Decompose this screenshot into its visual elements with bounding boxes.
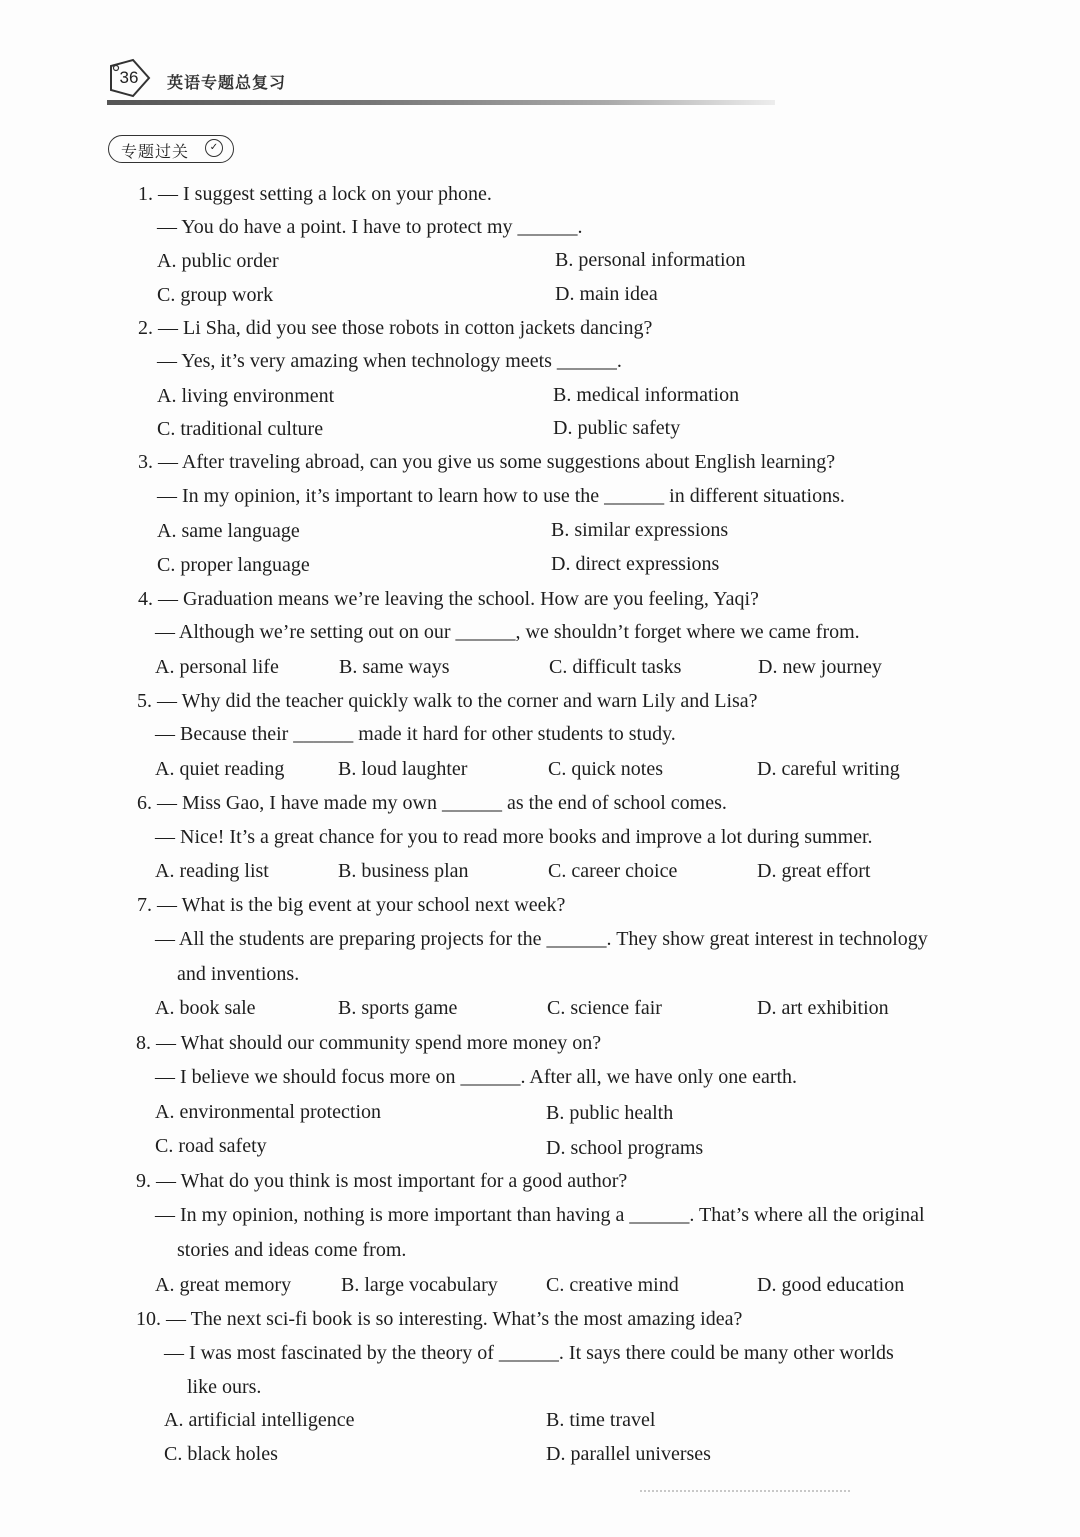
question-3-option-b: B. similar expressions: [551, 519, 729, 541]
question-10-option-d: D. parallel universes: [546, 1443, 711, 1465]
question-7-option-b: B. sports game: [338, 997, 458, 1019]
question-7-prompt: 7. — What is the big event at your school next week?: [137, 894, 566, 916]
footer-divider: [640, 1490, 850, 1496]
question-6-option-d: D. great effort: [757, 860, 871, 882]
question-6-option-c: C. career choice: [548, 860, 678, 882]
question-8-option-a: A. environmental protection: [155, 1101, 382, 1123]
question-6-prompt: 6. — Miss Gao, I have made my own ______ as the end of school comes.: [137, 792, 727, 814]
question-10-prompt: 10. — The next sci-fi book is so interesting. What’s the most amazing idea?: [136, 1308, 743, 1330]
question-2-option-a: A. living environment: [157, 385, 335, 407]
question-5-response: — Because their ______ made it hard for other students to study.: [155, 723, 676, 745]
question-2-option-b: B. medical information: [553, 384, 740, 406]
question-6-option-a: A. reading list: [155, 860, 269, 882]
question-3-option-d: D. direct expressions: [551, 553, 720, 575]
question-10-option-b: B. time travel: [546, 1409, 656, 1431]
page-header: [105, 52, 785, 112]
question-3-option-c: C. proper language: [157, 554, 310, 576]
header-divider: [107, 100, 775, 105]
section-title-tag: [108, 135, 234, 163]
question-1-option-d: D. main idea: [555, 283, 658, 305]
question-10-option-a: A. artificial intelligence: [164, 1409, 355, 1431]
question-2-option-c: C. traditional culture: [157, 418, 324, 440]
question-9-response: — In my opinion, nothing is more important than having a ______. That’s where all the original: [155, 1204, 925, 1226]
question-3-response: — In my opinion, it’s important to learn how to use the ______ in different situations.: [157, 485, 845, 507]
question-7-response: — All the students are preparing projects for the ______. They show great interest in technology: [155, 928, 928, 950]
question-7-option-a: A. book sale: [155, 997, 256, 1019]
question-5-prompt: 5. — Why did the teacher quickly walk to the corner and warn Lily and Lisa?: [137, 690, 758, 712]
question-8-option-b: B. public health: [546, 1102, 674, 1124]
question-9-option-b: B. large vocabulary: [341, 1274, 498, 1296]
question-2-prompt: 2. — Li Sha, did you see those robots in cotton jackets dancing?: [138, 317, 653, 339]
question-1-option-b: B. personal information: [555, 249, 746, 271]
badge-icon: ✓: [205, 139, 223, 157]
question-9-option-c: C. creative mind: [546, 1274, 679, 1296]
question-1-prompt: 1. — I suggest setting a lock on your phone.: [138, 183, 492, 205]
question-4-option-a: A. personal life: [155, 656, 279, 678]
question-4-response: — Although we’re setting out on our ______, we shouldn’t forget where we came from.: [155, 621, 860, 643]
book-title: 英语专题总复习: [167, 73, 287, 92]
question-10-response: — I was most fascinated by the theory of ______. It says there could be many other worlds: [164, 1342, 894, 1364]
question-10-option-c: C. black holes: [164, 1443, 278, 1465]
question-9-option-d: D. good education: [757, 1274, 905, 1296]
question-1-response: — You do have a point. I have to protect my ______.: [157, 216, 583, 238]
question-3-prompt: 3. — After traveling abroad, can you give us some suggestions about English learning?: [138, 451, 836, 473]
question-6-response: — Nice! It’s a great chance for you to read more books and improve a lot during summer.: [155, 826, 873, 848]
section-title: 专题过关: [121, 142, 190, 161]
question-8-prompt: 8. — What should our community spend more money on?: [136, 1032, 602, 1054]
question-8-option-d: D. school programs: [546, 1137, 704, 1159]
question-5-option-d: D. careful writing: [757, 758, 900, 780]
question-7-response-cont: and inventions.: [177, 963, 300, 985]
question-10-response-cont: like ours.: [187, 1376, 262, 1398]
page-number-badge: [105, 56, 149, 96]
question-5-option-b: B. loud laughter: [338, 758, 468, 780]
question-4-option-b: B. same ways: [339, 656, 450, 678]
question-2-response: — Yes, it’s very amazing when technology meets ______.: [157, 350, 622, 372]
question-6-option-b: B. business plan: [338, 860, 469, 882]
question-3-option-a: A. same language: [157, 520, 300, 542]
question-7-option-c: C. science fair: [547, 997, 662, 1019]
question-9-response-cont: stories and ideas come from.: [177, 1239, 407, 1261]
question-5-option-c: C. quick notes: [548, 758, 663, 780]
question-8-response: — I believe we should focus more on ______. After all, we have only one earth.: [155, 1066, 798, 1088]
page-number: 36: [119, 68, 139, 87]
question-2-option-d: D. public safety: [553, 417, 681, 439]
question-9-option-a: A. great memory: [155, 1274, 292, 1296]
question-4-option-c: C. difficult tasks: [549, 656, 682, 678]
question-4-option-d: D. new journey: [758, 656, 882, 678]
question-8-option-c: C. road safety: [155, 1135, 267, 1157]
question-4-prompt: 4. — Graduation means we’re leaving the school. How are you feeling, Yaqi?: [138, 588, 759, 610]
question-9-prompt: 9. — What do you think is most important for a good author?: [136, 1170, 628, 1192]
question-7-option-d: D. art exhibition: [757, 997, 889, 1019]
question-1-option-c: C. group work: [157, 284, 274, 306]
question-5-option-a: A. quiet reading: [155, 758, 285, 780]
question-1-option-a: A. public order: [157, 250, 279, 272]
